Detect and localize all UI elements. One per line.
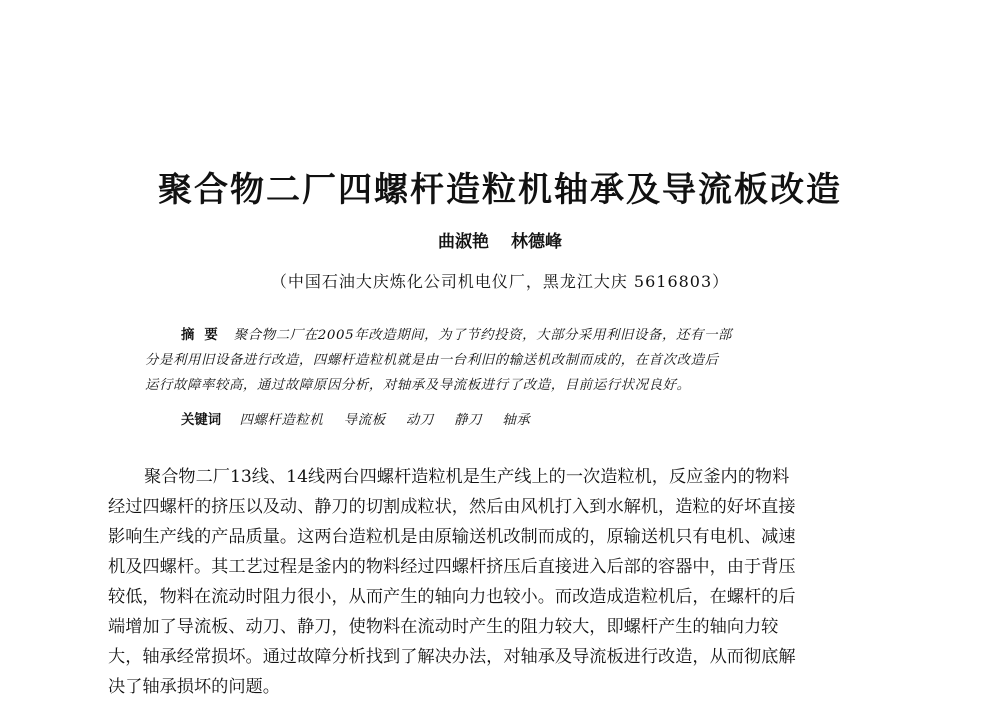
abstract-line: 分是利用旧设备进行改造，四螺杆造粒机就是由一台利旧的输送机改制而成的，在首次改造后 [145, 353, 719, 368]
abstract-line: 运行故障率较高，通过故障原因分析，对轴承及导流板进行了改造，目前运行状况良好。 [145, 378, 691, 393]
keyword: 轴承 [502, 413, 531, 428]
keyword: 导流板 [343, 413, 386, 428]
keyword: 静刀 [454, 413, 483, 428]
body-paragraph [108, 462, 908, 702]
paper-title: 聚合物二厂四螺杆造粒机轴承及导流板改造 [158, 170, 842, 210]
author-affiliation: （中国石油大庆炼化公司机电仪厂，黑龙江大庆 5616803） [270, 272, 730, 291]
keyword: 四螺杆造粒机 [239, 413, 324, 428]
keywords-label: 关键词 [181, 413, 222, 428]
abstract-block [145, 323, 870, 398]
keywords-block [181, 408, 546, 433]
body-line: 影响生产线的产品质量。这两台造粒机是由原输送机改制而成的，原输送机只有电机、减速 [108, 527, 796, 547]
author-name: 林德峰 [510, 232, 562, 252]
author-list [0, 230, 1000, 254]
body-line: 机及四螺杆。其工艺过程是釜内的物料经过四螺杆挤压后直接进入后部的容器中，由于背压 [108, 557, 796, 577]
body-line: 经过四螺杆的挤压以及动、静刀的切割成粒状，然后由风机打入到水解机，造粒的好坏直接 [108, 497, 796, 517]
body-line: 决了轴承损坏的问题。 [108, 677, 280, 697]
abstract-text: 聚合物二厂在2005年改造期间，为了节约投资，大部分采用利旧设备，还有一部 [233, 328, 732, 343]
abstract-label: 摘要 [181, 328, 228, 343]
body-line: 较低，物料在流动时阻力很小，从而产生的轴向力也较小。而改造成造粒机后，在螺杆的后 [108, 587, 796, 607]
keyword: 动刀 [405, 413, 434, 428]
body-line: 端增加了导流板、动刀、静刀，使物料在流动时产生的阻力较大，即螺杆产生的轴向力较 [108, 617, 779, 637]
body-line: 大，轴承经常损坏。通过故障分析找到了解决办法，对轴承及导流板进行改造，从而彻底解 [108, 647, 796, 667]
author-name: 曲淑艳 [438, 232, 490, 252]
abstract-line [145, 323, 870, 348]
body-line: 聚合物二厂13线、14线两台四螺杆造粒机是生产线上的一次造粒机，反应釜内的物料 [144, 467, 790, 487]
